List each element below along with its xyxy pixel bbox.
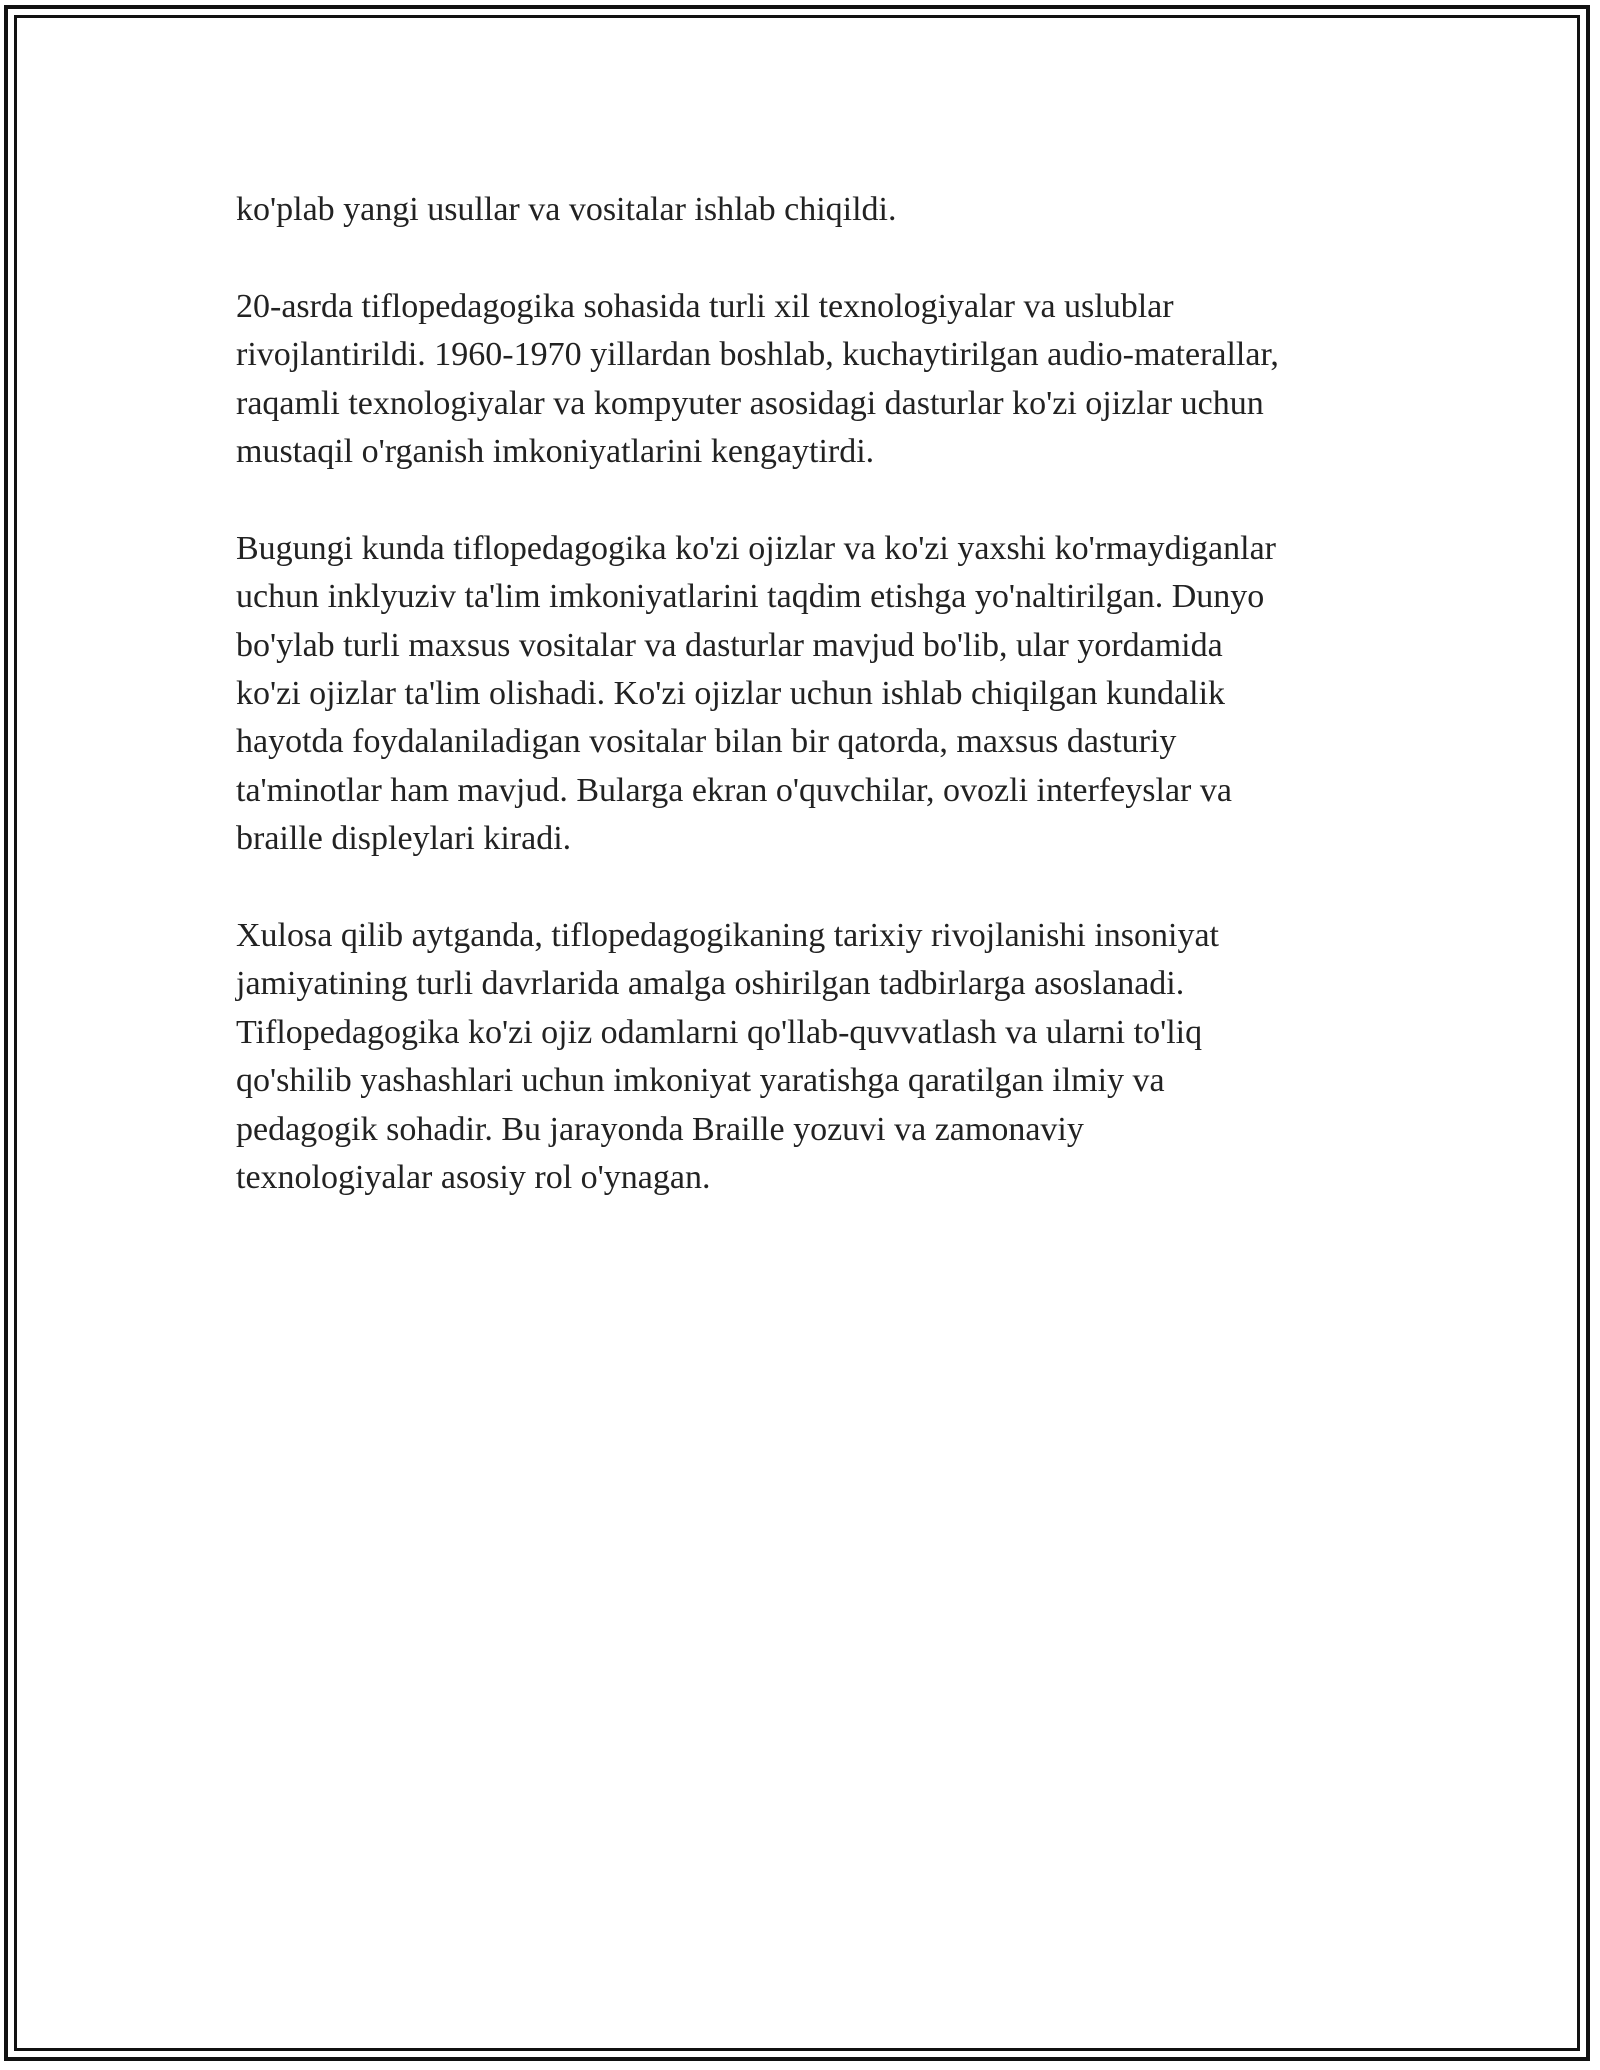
text-line: bo'ylab turli maxsus vositalar va dasturlar mavjud bo'lib, ular yordamida [236,626,1223,664]
text-line: 20-asrda tiflopedagogika sohasida turli xil texnologiyalar va uslublar [236,287,1174,325]
text-line: raqamli texnologiyalar va kompyuter asosidagi dasturlar ko'zi ojizlar uchun [236,384,1264,422]
text-line: uchun inklyuziv ta'lim imkoniyatlarini taqdim etishga yo'naltirilgan. Dunyo [236,578,1265,616]
text-line: ko'zi ojizlar ta'lim olishadi. Ko'zi ojizlar uchun ishlab chiqilgan kundalik [236,675,1226,713]
text-line: pedagogik sohadir. Bu jarayonda Braille yozuvi va zamonaviy [236,1110,1084,1148]
paragraph-2 [236,283,1436,477]
document-body [236,186,1436,1251]
text-line: ko'plab yangi usullar va vositalar ishlab chiqildi. [236,191,897,228]
text-line: qo'shilib yashashlari uchun imkoniyat yaratishga qaratilgan ilmiy va [236,1062,1165,1100]
text-line: ta'minotlar ham mavjud. Bularga ekran o'quvchilar, ovozli interfeyslar va [236,771,1232,809]
paragraph-4 [236,912,1436,1202]
paragraph-3 [236,525,1436,864]
text-line: mustaqil o'rganish imkoniyatlarini kengaytirdi. [236,433,875,471]
text-line: rivojlantirildi. 1960-1970 yillardan boshlab, kuchaytirilgan audio-materallar, [236,336,1279,374]
text-line: Bugungi kunda tiflopedagogika ko'zi ojizlar va ko'zi yaxshi ko'rmaydiganlar [236,529,1277,567]
text-line: hayotda foydalaniladigan vositalar bilan bir qatorda, maxsus dasturiy [236,723,1177,761]
text-line: Tiflopedagogika ko'zi ojiz odamlarni qo'llab-quvvatlash va ularni to'liq [236,1013,1203,1051]
text-line: jamiyatining turli davrlarida amalga oshirilgan tadbirlarga asoslanadi. [236,965,1185,1003]
text-line: braille displeylari kiradi. [236,820,572,858]
text-line: texnologiyalar asosiy rol o'ynagan. [236,1159,711,1197]
text-line: Xulosa qilib aytganda, tiflopedagogikaning tarixiy rivojlanishi insoniyat [236,917,1219,955]
paragraph-1 [236,186,1436,234]
